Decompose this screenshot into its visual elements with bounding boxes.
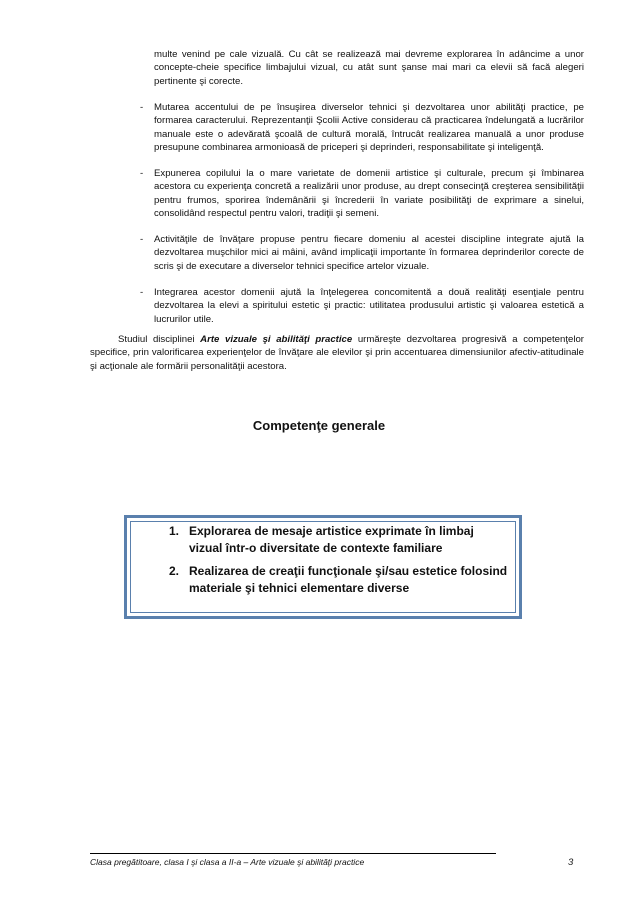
bullet-text: Mutarea accentului de pe însuşirea diverselor tehnici şi dezvoltarea unor abilităţi practice, pe formarea caracterului. Reprezentanţii Şcolii Active considerau că practicarea îndelungată a lucrărilor manuale este o adevărată şcoală de cultură morală, întrucât realizarea manuală a unor produse presupune combinarea armonioasă de priceperi şi deprinderi, responsabilitate şi inteligenţă.: [154, 102, 584, 154]
competence-text: Explorarea de mesaje artistice exprimate în limbaj vizual într-o diversitate de contexte familiare: [189, 524, 474, 555]
bullet-dash: -: [140, 234, 144, 245]
bullet-dash: -: [140, 168, 144, 179]
body-paragraph: [90, 333, 584, 373]
bullet-text: Activităţile de învăţare propuse pentru fiecare domeniu al acestei discipline integrate ajută la dezvoltarea muşchilor mici ai mâini, având implicaţii importante în formarea deprinderilor corecte de scris şi de executare a diverselor tehnici specifice artelor vizuale.: [154, 234, 584, 272]
paragraph-lead: Studiul disciplinei: [118, 334, 201, 345]
bullet-dash: -: [140, 287, 144, 298]
paragraph-rest: urmăreşte dezvoltarea progresivă a competenţelor specifice, prin valorificarea experienţelor de învăţare ale elevilor şi prin accentuarea dimensiunilor afectiv-atitudinale şi acţionale ale formării personalităţii acestora.: [90, 334, 584, 372]
competence-number: 2.: [169, 564, 180, 578]
page-number: 3: [568, 857, 574, 868]
competence-text: Realizarea de creaţii funcţionale şi/sau estetice folosind materiale şi tehnici elementare diverse: [189, 564, 508, 595]
competence-number: 1.: [169, 524, 180, 538]
bullet-dash: -: [140, 102, 144, 113]
footer-text: Clasa pregătitoare, clasa I şi clasa a II-a – Arte vizuale şi abilităţi practice: [90, 857, 365, 867]
continuation-text: multe venind pe cale vizuală. Cu cât se realizează mai devreme explorarea în adâncime a unor concepte-cheie specifice limbajului vizual, cu atât sunt şanse mai mari ca elevii să facă alegeri pertinente şi corecte.: [154, 49, 584, 87]
section-title: Competenţe generale: [252, 418, 386, 433]
footer-rule: [90, 853, 496, 854]
competences-box: [124, 515, 522, 619]
bullet-text: Expunerea copilului la o mare varietate de domenii artistice şi culturale, precum şi îmbinarea acestora cu experienţa concretă a realizării unor produse, au drept consecinţă creşterea sensibilităţii pentru frumos, sporirea îndemânării şi încrederii în variate posibilităţi de exprimare a sinelui, consolidând respectul pentru valori, tradiţii şi semeni.: [154, 168, 584, 220]
bullet-text: Integrarea acestor domenii ajută la înţelegerea concomitentă a două realităţi esenţiale pentru dezvoltarea la elevi a spiritului estetic şi practic: utilitatea produsului artistic şi valoarea estetică a lucrurilor utile.: [154, 287, 584, 325]
discipline-name: Arte vizuale şi abilităţi practice: [200, 334, 353, 345]
